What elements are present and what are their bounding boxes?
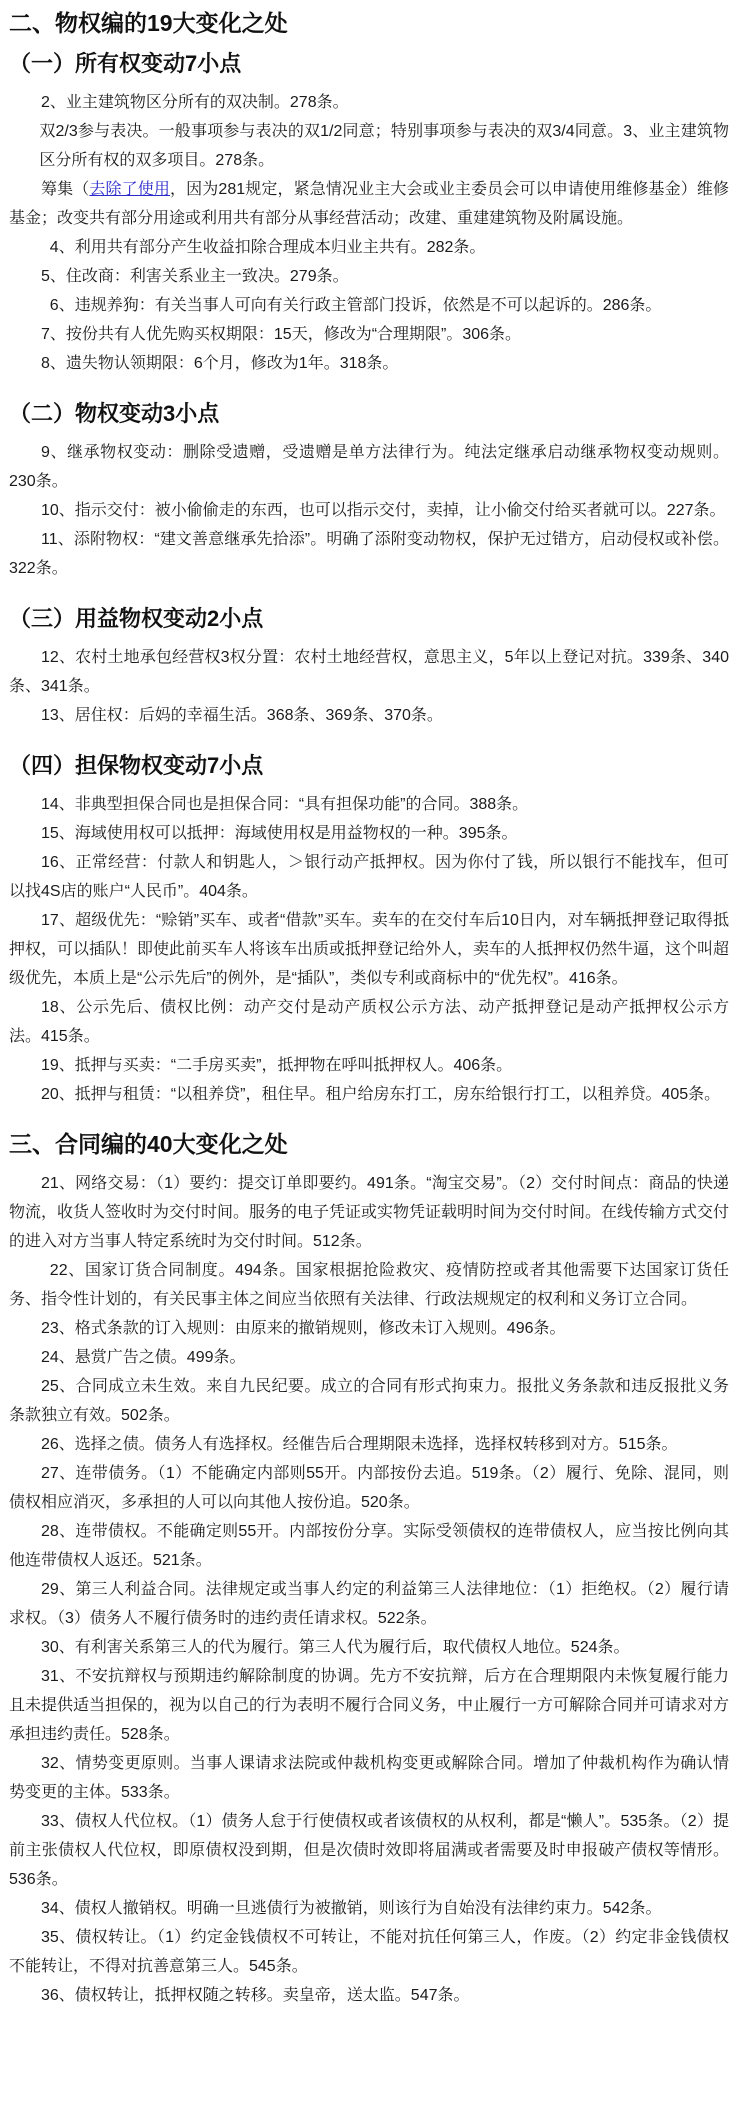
doc-paragraph: 18、公示先后、债权比例：动产交付是动产质权公示方法、动产抵押登记是动产抵押权公示方法。415条。 [9,999,729,1045]
doc-paragraph: 28、连带债权。不能确定则55开。内部按份分享。实际受领债权的连带债权人，应当按比例向其他连带债权人返还。521条。 [9,1523,729,1569]
doc-paragraph: 22、国家订货合同制度。494条。国家根据抢险救灾、疫情防控或者其他需要下达国家订货任务、指令性计划的，有关民事主体之间应当依照有关法律、行政法规规定的权利和义务订立合同。 [9,1262,729,1308]
doc-paragraph: 24、悬赏广告之债。499条。 [41,1349,246,1366]
doc-paragraph: 7、按份共有人优先购买权期限：15天，修改为“合理期限”。306条。 [41,326,522,343]
doc-paragraph: 16、正常经营：付款人和钥匙人，＞银行动产抵押权。因为你付了钱，所以银行不能找车，但可以找4S店的账户“人民币”。404条。 [9,854,729,900]
doc-paragraph: 19、抵押与买卖：“二手房买卖”，抵押物在呼叫抵押权人。406条。 [41,1057,513,1074]
doc-paragraph: 36、债权转让，抵押权随之转移。卖皇帝，送太监。547条。 [41,1987,470,2004]
document [9,6,729,2010]
doc-paragraph: 13、居住权：后妈的幸福生活。368条、369条、370条。 [41,707,443,724]
doc-paragraph: 20、抵押与租赁：“以租养贷”，租住早。租户给房东打工，房东给银行打工，以租养贷。405条。 [41,1086,721,1103]
doc-paragraph: 5、住改商：利害关系业主一致决。279条。 [41,268,349,285]
doc-paragraph [9,175,729,233]
doc-paragraph: 15、海域使用权可以抵押：海域使用权是用益物权的一种。395条。 [41,825,518,842]
section-heading-property: 二、物权编的19大变化之处 [9,10,288,36]
doc-paragraph: 10、指示交付：被小偷偷走的东西，也可以指示交付，卖掉，让小偷交付给买者就可以。227条。 [41,502,726,519]
doc-paragraph: 6、违规养狗：有关当事人可向有关行政主管部门投诉，依然是不可以起诉的。286条。 [49,297,662,314]
text-run: ，因为281规定，紧急情况业主大会或业主委员会可以申请使用维修基金）维修基金；改变共有部分用途或利用共有部分从事经营活动；改建、重建建筑物及附属设施。 [9,181,729,227]
doc-paragraph: 9、继承物权变动：删除受遗赠，受遗赠是单方法律行为。纯法定继承启动继承物权变动规则。230条。 [9,444,729,490]
doc-paragraph: 27、连带债务。（1）不能确定内部则55开。内部按份去追。519条。（2）履行、免除、混同，则债权相应消灭，多承担的人可以向其他人按份追。520条。 [9,1465,729,1511]
subsection-property-change: （二）物权变动3小点 [9,401,220,426]
doc-paragraph: 8、遗失物认领期限：6个月，修改为1年。318条。 [41,355,399,372]
doc-paragraph: 31、不安抗辩权与预期违约解除制度的协调。先方不安抗辩，后方在合理期限内未恢复履行能力且未提供适当担保的，视为以自己的行为表明不履行合同义务，中止履行一方可解除合同并可请求对方承担违约责任。528条。 [9,1668,730,1743]
subsection-ownership: （一）所有权变动7小点 [9,51,242,76]
doc-paragraph: 2、业主建筑物区分所有的双决制。278条。 [41,94,349,111]
section-heading-contract: 三、合同编的40大变化之处 [9,1131,288,1157]
doc-paragraph: 17、超级优先：“赊销”买车、或者“借款”买车。卖车的在交付车后10日内，对车辆抵押登记取得抵押权，可以插队！即使此前买车人将该车出质或抵押登记给外人，卖车的人抵押权仍然牛逼，这个叫超级优先，本质上是“公示先后”的例外，是“插队”，类似专利或商标中的“优先权”。416条。 [9,912,730,987]
doc-paragraph: 23、格式条款的订入规则：由原来的撤销规则，修改未订入规则。496条。 [41,1320,566,1337]
inline-text-link[interactable]: 去除了使用 [89,181,171,198]
doc-paragraph: 34、债权人撤销权。明确一旦逃债行为被撤销，则该行为自始没有法律约束力。542条。 [41,1900,662,1917]
doc-paragraph: 12、农村土地承包经营权3权分置：农村土地经营权，意思主义，5年以上登记对抗。339条、340条、341条。 [9,649,729,695]
doc-paragraph: 32、情势变更原则。当事人课请求法院或仲裁机构变更或解除合同。增加了仲裁机构作为确认情势变更的主体。533条。 [9,1755,729,1801]
subsection-usufruct: （三）用益物权变动2小点 [9,606,264,631]
doc-paragraph: 25、合同成立未生效。来自九民纪要。成立的合同有形式拘束力。报批义务条款和违反报批义务条款独立有效。502条。 [9,1378,729,1424]
doc-paragraph: 双2/3参与表决。一般事项参与表决的双1/2同意；特别事项参与表决的双3/4同意。3、业主建筑物区分所有权的双多项目。278条。 [39,123,729,169]
doc-paragraph: 21、网络交易：（1）要约：提交订单即要约。491条。“淘宝交易”。（2）交付时间点：商品的快递物流，收货人签收时为交付时间。服务的电子凭证或实物凭证载明时间为交付时间。在线传输方式交付的进入对方当事人特定系统时为交付时间。512条。 [9,1175,730,1250]
doc-paragraph: 26、选择之债。债务人有选择权。经催告后合理期限未选择，选择权转移到对方。515条。 [41,1436,678,1453]
doc-paragraph: 14、非典型担保合同也是担保合同：“具有担保功能”的合同。388条。 [41,796,529,813]
doc-paragraph: 29、第三人利益合同。法律规定或当事人约定的利益第三人法律地位：（1）拒绝权。（2）履行请求权。（3）债务人不履行债务时的违约责任请求权。522条。 [9,1581,729,1627]
doc-paragraph: 35、债权转让。（1）约定金钱债权不可转让，不能对抗任何第三人，作废。（2）约定非金钱债权不能转让，不得对抗善意第三人。545条。 [9,1929,729,1975]
subsection-security-interest: （四）担保物权变动7小点 [9,753,264,778]
doc-paragraph: 4、利用共有部分产生收益扣除合理成本归业主共有。282条。 [49,239,486,256]
doc-paragraph: 30、有利害关系第三人的代为履行。第三人代为履行后，取代债权人地位。524条。 [41,1639,630,1656]
text-run: 筹集（ [41,181,90,198]
doc-paragraph: 33、债权人代位权。（1）债务人怠于行使债权或者该债权的从权利，都是“懒人”。535条。（2）提前主张债权人代位权，即原债权没到期，但是次债时效即将届满或者需要及时申报破产债权等情形。536条。 [9,1813,729,1888]
doc-paragraph: 11、添附物权：“建文善意继承先拾添”。明确了添附变动物权，保护无过错方，启动侵权或补偿。322条。 [9,531,729,577]
